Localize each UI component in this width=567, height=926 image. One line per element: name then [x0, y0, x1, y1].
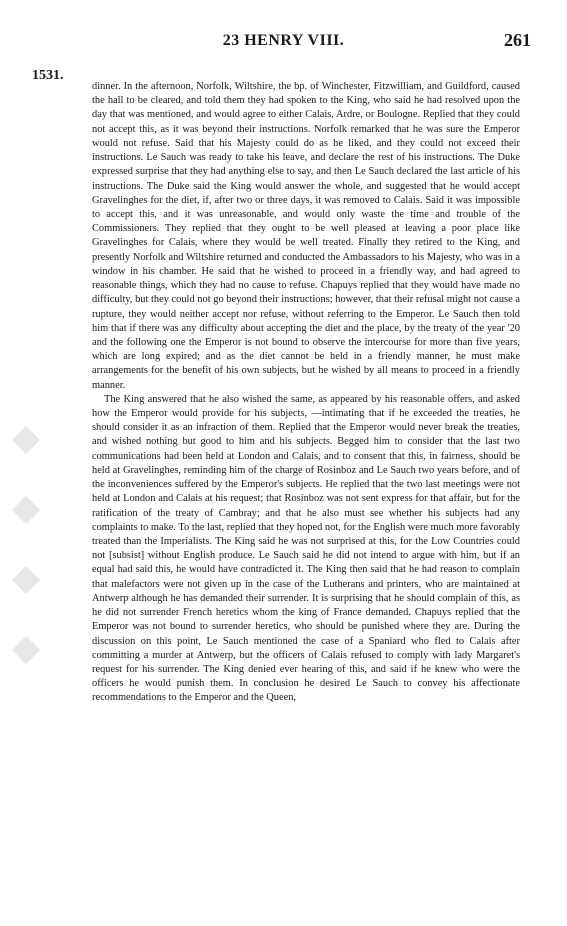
paragraph: dinner. In the afternoon, Norfolk, Wiltshire, the bp. of Winchester, Fitzwilliam, and Guildford, caused the hall to be cleared, and told them they had spoken to the King, who said he had resolved upon the day that was mentioned, and would agree to either Calais, Ardre, or Boulogne. Replied that they could not accept this, as it was beyond their instructions. Norfolk remarked that he was sure the Emperor would not refuse. Said that his Majesty could do as he liked, and they could not exceed their instructions. Le Sauch was ready to take his leave, and declare the rest of his instructions. The Duke expressed surprise that they had anything else to say, and then Le Sauch declared the last article of his instructions. The Duke said the King would answer the whole, and suggested that he would accept Gravelinghes for the diet, if, after two or three days, it was removed to Calais. Said it was impossible to accept this, and it was unreasonable, and would only waste the time and trouble of the Commissioners. They replied that they ought to be well pleased at leaving a poor place like Gravelinghes for Calais, where they would be well treated. Finally they retired to the King, and presently Norfolk and Wiltshire returned and conducted the Ambassadors to his Majesty, who was in a window in his chamber. He said that he wished to proceed in a friendly way, and had agreed to reasonable things, which they had no cause to refuse. Chapuys replied that they would have made no difficulty, but they could not go beyond their instructions; however, that their refusal might not cause a rupture, they would neither accept nor refuse, without referring to the Emperor. Le Sauch then told him that if there was any difficulty about accepting the diet and the place, by the treaty of the year '20 and the following one the Emperor is not bound to observe the intercourse for more than five years, which are long expired; and as the diet cannot be held in a friendly manner, he must make arrangements for the benefit of his own subjects, but he wished by all means to proceed in a friendly manner. [92, 81, 520, 391]
margin-year: 1531. [32, 68, 64, 83]
running-header: 23 HENRY VIII. [222, 32, 345, 49]
library-stamp-watermark [12, 430, 42, 730]
paragraph: The King answered that he also wished the same, as appeared by his reasonable offers, and asked how the Emperor would provide for his subjects, —intimating that if he exceeded the treaties, he should consider it as an infraction of them. Replied that the Emperor would never break the treaties, and wished nothing but good to him and his subjects. Begged him to consider that the last two communications had been held at London and Calais, and to consent that this, in fairness, should be held at Gravelinghes, reminding him of the charge of Rosinboz and Le Sauch two years before, and of the inconveniences suffered by the Emperor's subjects. He replied that the two last meetings were not held at London and Calais at his request; that Rosinboz was not sent express for that affair, but for the ratification of the treaty of Cambray; and that he also must see whether his subjects had any complaints to make. To the last, replied that they hoped not, for the English were much more favorably treated than the Imperialists. The King said he was not surprised at this, for the Low Countries could not [subsist] without English produce. Le Sauch said he did not intend to argue with him, but if an equal had said this, he would have contradicted it. The King then said that he had reason to complain that malefactors were not given up in the case of the Lutherans and printers, who are maintained at Antwerp although he has demanded their surrender. It is surprising that he should complain of this, as he did not surrender French heretics whom the king of France demanded. Chapuys replied that the Emperor was not bound to surrender heretics, who should be punished where they are. During the discussion on this point, Le Sauch mentioned the case of a Spaniard who fled to Calais after committing a murder at Antwerp, but the officers of Calais refused to comply with lady Margaret's request for his surrender. The King denied ever hearing of this, and said if he knew who were the officers he would punish them. In conclusion he desired Le Sauch to convey his affectionate recommendations to the Emperor and the Queen, [92, 393, 520, 704]
body-text [92, 80, 520, 706]
page-number: 261 [504, 30, 531, 50]
